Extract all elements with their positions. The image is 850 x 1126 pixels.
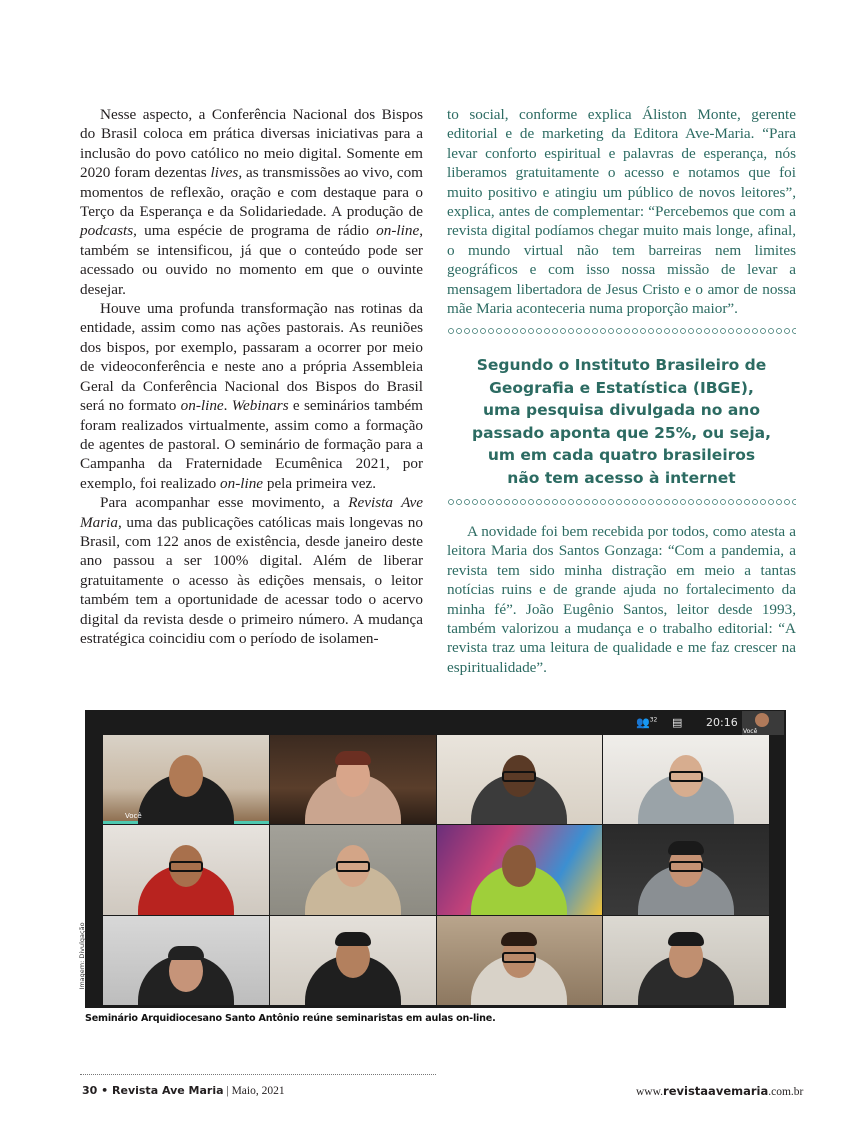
url-brand: revistaavemaria [663,1084,769,1098]
ornamental-divider-top [447,326,796,336]
participant-tile [103,735,269,824]
article-right-column-top [447,105,796,318]
video-call-photo [85,710,786,1008]
paragraph-reader-reactions: A novidade foi bem recebida por todos, como atesta a leitora Maria dos Santos Gonzaga: “Com a pandemia, a revista tem sido minha distração em meio a tantas notícias ruins e de grande ajuda no fortalecimento da minha fé”. João Eugênio Santos, leitor desde 1993, também valorizou a mudança e o trabalho editorial: “A revista traz uma leitura de qualidade e me faz crescer na espiritualidade”. [447,523,796,676]
footer-rule [80,1074,436,1075]
participant-tile [603,735,769,824]
pull-quote-line: não tem acesso à internet [507,468,736,487]
participant-tile [437,916,603,1005]
pull-quote-line: uma pesquisa divulgada no ano [483,401,760,419]
photo-credit [72,908,86,1008]
paragraph-digital-inclusion: Nesse aspecto, a Conferência Nacional dos Bispos do Brasil coloca em prática diversas iniciativas para a inclusão do povo católico no meio digital. Somente em 2020 foram dezentas lives, as transmissões ao vivo, com momentos de reflexão, oração e com destaque para o Terço da Esperança e da Solidariedade. A produção de podcasts, uma espécie de programa de rádio on-line, também se intensificou, já que o conteúdo pode ser acessado ou ouvido no momento em que o ouvinte desejar. [80,106,423,298]
participants-grid [103,735,769,1005]
participant-tile [270,735,436,824]
pull-quote [447,354,796,489]
participant-tile [103,916,269,1005]
footer-url [636,1084,803,1098]
url-suffix: .com.br [768,1086,804,1098]
issue-date: Maio, 2021 [231,1085,285,1097]
pull-quote-line: um em cada quatro brasileiros [487,446,756,464]
pull-quote-line: Segundo o Instituto Brasileiro de [476,356,767,374]
article-left-column [80,105,423,648]
chat-icon: ▤ [672,716,683,729]
article-right-column-bottom [447,522,796,677]
participant-tile [603,916,769,1005]
participants-icon: 👥$^{32}$ [636,716,658,729]
footer-folio: 30 • Revista Ave Maria | Maio, 2021 [82,1084,285,1097]
pull-quote-line: passado aponta que 25%, ou seja, [471,423,771,442]
participant-label: Você [125,812,142,821]
paragraph-revista-digital: Para acompanhar esse movimento, a Revista Ave Maria, uma das publicações católicas mais longevas no Brasil, com 122 anos de existência, desde janeiro deste ano passou a ser 100% digital. Além de liberar gratuitamente o acesso às edições mensais, o leitor também tem a oportunidade de acessar todo o acervo digital da revista desde o primeiro número. A mudança estratégica coincidiu com o período de isolamen- [80,494,424,647]
paragraph-transformation: Houve uma profunda transformação nas rotinas da entidade, assim como nas ações pastorais. As reuniões dos bispos, por exemplo, passaram a ocorrer por meio de videoconferência e neste ano a própria Assembleia Geral da Conferência Nacional dos Bispos do Brasil será no formato on-line. Webinars e seminários também foram realizados virtualmente, assim como a formação de agentes de pastoral. O seminário de formação para a Campanha da Fraternidade Ecumênica 2021, por exemplo, foi realizado on-line pela primeira vez. [80,300,423,492]
call-clock: 20:16 [706,716,738,729]
participant-tile [270,916,436,1005]
participant-tile [437,735,603,824]
participant-tile [103,825,269,914]
photo-caption: Seminário Arquidiocesano Santo Antônio reúne seminaristas em aulas on-line. [85,1013,496,1024]
participants-count: 32 [649,716,658,724]
photo-credit-text: Imagem: Divulgação [78,922,86,990]
participant-tile [437,825,603,914]
url-prefix: www. [636,1086,664,1098]
pull-quote-line: Geografia e Estatística (IBGE), [489,378,754,397]
self-view-thumbnail [742,711,784,735]
participant-tile [270,825,436,914]
ornamental-divider-bottom [447,497,796,507]
page-number: 30 [82,1084,98,1097]
magazine-name: Revista Ave Maria [112,1084,224,1097]
folio-separator: | [226,1085,229,1097]
self-view-label: Você [743,728,758,735]
call-top-bar [85,710,786,736]
paragraph-aliston-quote: to social, conforme explica Áliston Monte, gerente editorial e de marketing da Editora Ave-Maria. “Para levar conforto espiritual e palavras de esperança, nós liberamos gratuitamente o acesso e notamos que foi muito positivo e atingiu um público de novos leitores”, explica, antes de complementar: “Percebemos que com a revista digital podíamos chegar muito mais longe, afinal, o mundo virtual não tem barreiras nem limites geográficos e com isso nossa missão de levar a mensagem libertadora de Jesus Cristo e o amor de nossa mãe Maria aconteceria numa proporção maior”. [447,106,796,318]
participant-tile [603,825,769,914]
